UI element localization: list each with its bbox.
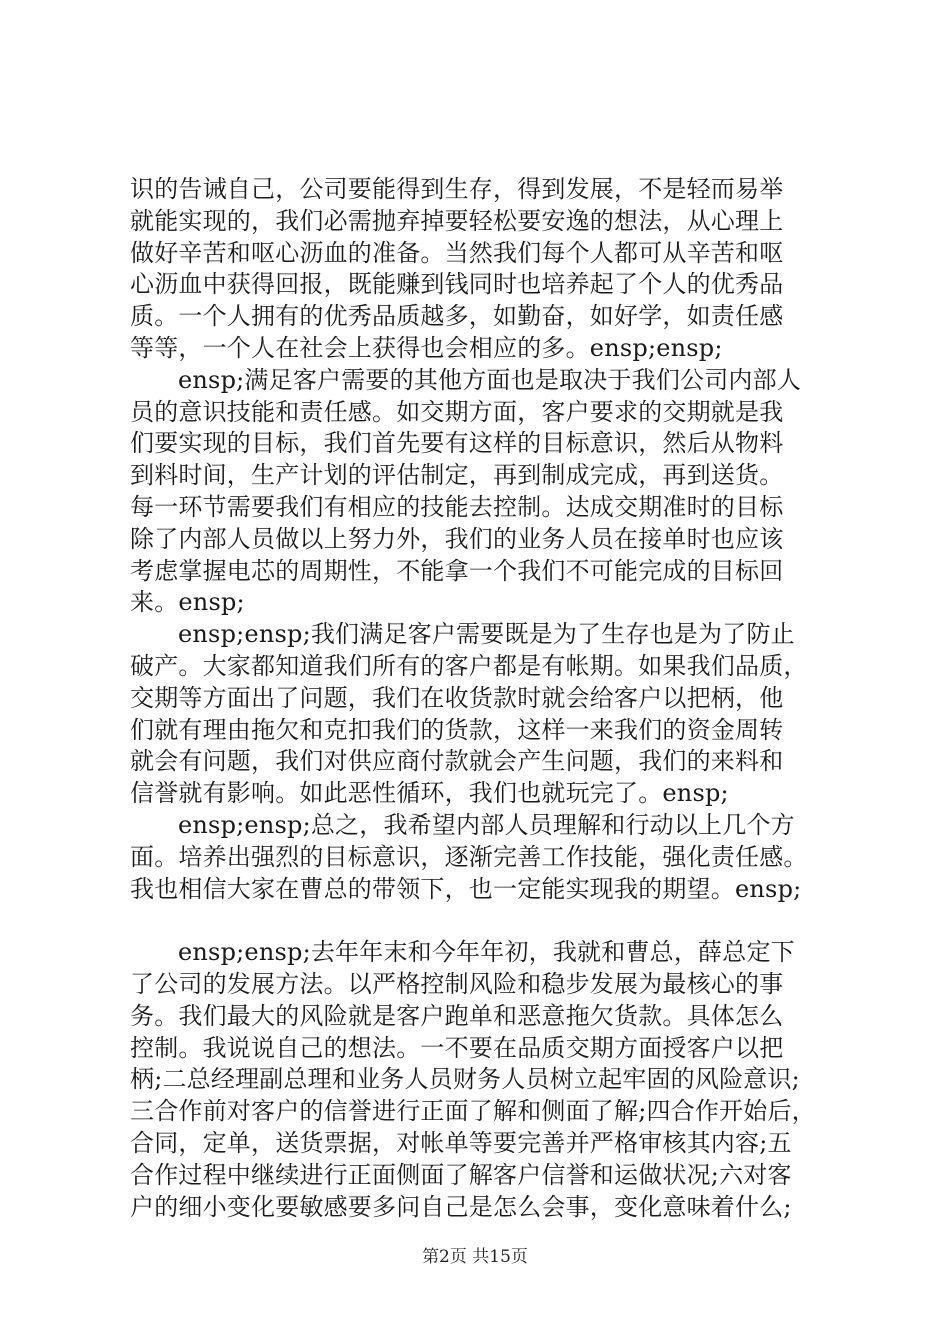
text-line: 户的细小变化要敏感要多问自己是怎么会事，变化意味着什么; xyxy=(130,1192,792,1221)
text-block-continued xyxy=(130,937,835,1223)
text-line: 们就有理由拖欠和克扣我们的货款，这样一来我们的资金周转 xyxy=(130,715,784,744)
text-line: 来。ensp; xyxy=(130,588,245,617)
text-line: ensp;ensp;总之，我希望内部人员理解和行动以上几个方 xyxy=(178,810,795,839)
text-line: 交期等方面出了问题，我们在收货款时就会给客户以把柄，他 xyxy=(130,683,784,712)
text-line: 合作过程中继续进行正面侧面了解客户信誉和运做状况;六对客 xyxy=(130,1160,792,1189)
text-line: 了公司的发展方法。以严格控制风险和稳步发展为最核心的事 xyxy=(130,969,784,998)
text-line: 识的告诫自己，公司要能得到生存，得到发展，不是轻而易举 xyxy=(130,175,784,203)
text-line: 等等，一个人在社会上获得也会相应的多。ensp;ensp; xyxy=(130,333,723,362)
page-footer: 第2页 共15页 xyxy=(422,1247,528,1267)
text-line: 员的意识技能和责任感。如交期方面，客户要求的交期就是我 xyxy=(130,397,784,426)
text-line: ensp;满足客户需要的其他方面也是取决于我们公司内部人 xyxy=(178,365,802,394)
document-body xyxy=(130,174,835,1223)
paragraph-gap xyxy=(130,905,835,937)
text-line: 柄;二总经理副总理和业务人员财务人员树立起牢固的风险意识; xyxy=(130,1065,800,1094)
text-line: 合同，定单，送货票据，对帐单等要完善并严格审核其内容;五 xyxy=(130,1128,792,1157)
text-line: ensp;ensp;去年年末和今年年初，我就和曹总，薛总定下 xyxy=(178,938,795,967)
text-line: 信誉就有影响。如此恶性循环，我们也就玩完了。ensp; xyxy=(130,779,729,808)
text-line: 我也相信大家在曹总的带领下，也一定能实现我的期望。ensp; xyxy=(130,874,802,903)
text-line: 面。培养出强烈的目标意识，逐渐完善工作技能，强化责任感。 xyxy=(130,842,808,871)
text-line: 到料时间，生产计划的评估制定，再到制成完成，再到送货。 xyxy=(130,461,784,490)
text-line: 每一环节需要我们有相应的技能去控制。达成交期准时的目标 xyxy=(130,492,784,521)
text-line: ensp;ensp;我们满足客户需要既是为了生存也是为了防止 xyxy=(178,620,795,649)
text-line: 就会有问题，我们对供应商付款就会产生问题，我们的来料和 xyxy=(130,747,784,776)
text-line: 就能实现的，我们必需抛弃掉要轻松要安逸的想法，从心理上 xyxy=(130,206,784,235)
text-line: 控制。我说说自己的想法。一不要在品质交期方面授客户以把 xyxy=(130,1033,784,1062)
text-line: 破产。大家都知道我们所有的客户都是有帐期。如果我们品质， xyxy=(130,651,808,680)
text-line: 除了内部人员做以上努力外，我们的业务人员在接单时也应该 xyxy=(130,524,784,553)
text-block-main xyxy=(130,174,835,905)
text-line: 三合作前对客户的信誉进行正面了解和侧面了解;四合作开始后， xyxy=(130,1097,816,1126)
text-line: 务。我们最大的风险就是客户跑单和恶意拖欠货款。具体怎么 xyxy=(130,1001,784,1030)
text-line: 质。一个人拥有的优秀品质越多，如勤奋，如好学，如责任感 xyxy=(130,302,784,331)
text-line: 心沥血中获得回报，既能赚到钱同时也培养起了个人的优秀品 xyxy=(130,270,784,299)
text-line: 做好辛苦和呕心沥血的准备。当然我们每个人都可从辛苦和呕 xyxy=(130,238,784,267)
text-line: 考虑掌握电芯的周期性，不能拿一个我们不可能完成的目标回 xyxy=(130,556,784,585)
text-line: 们要实现的目标，我们首先要有这样的目标意识，然后从物料 xyxy=(130,429,784,458)
